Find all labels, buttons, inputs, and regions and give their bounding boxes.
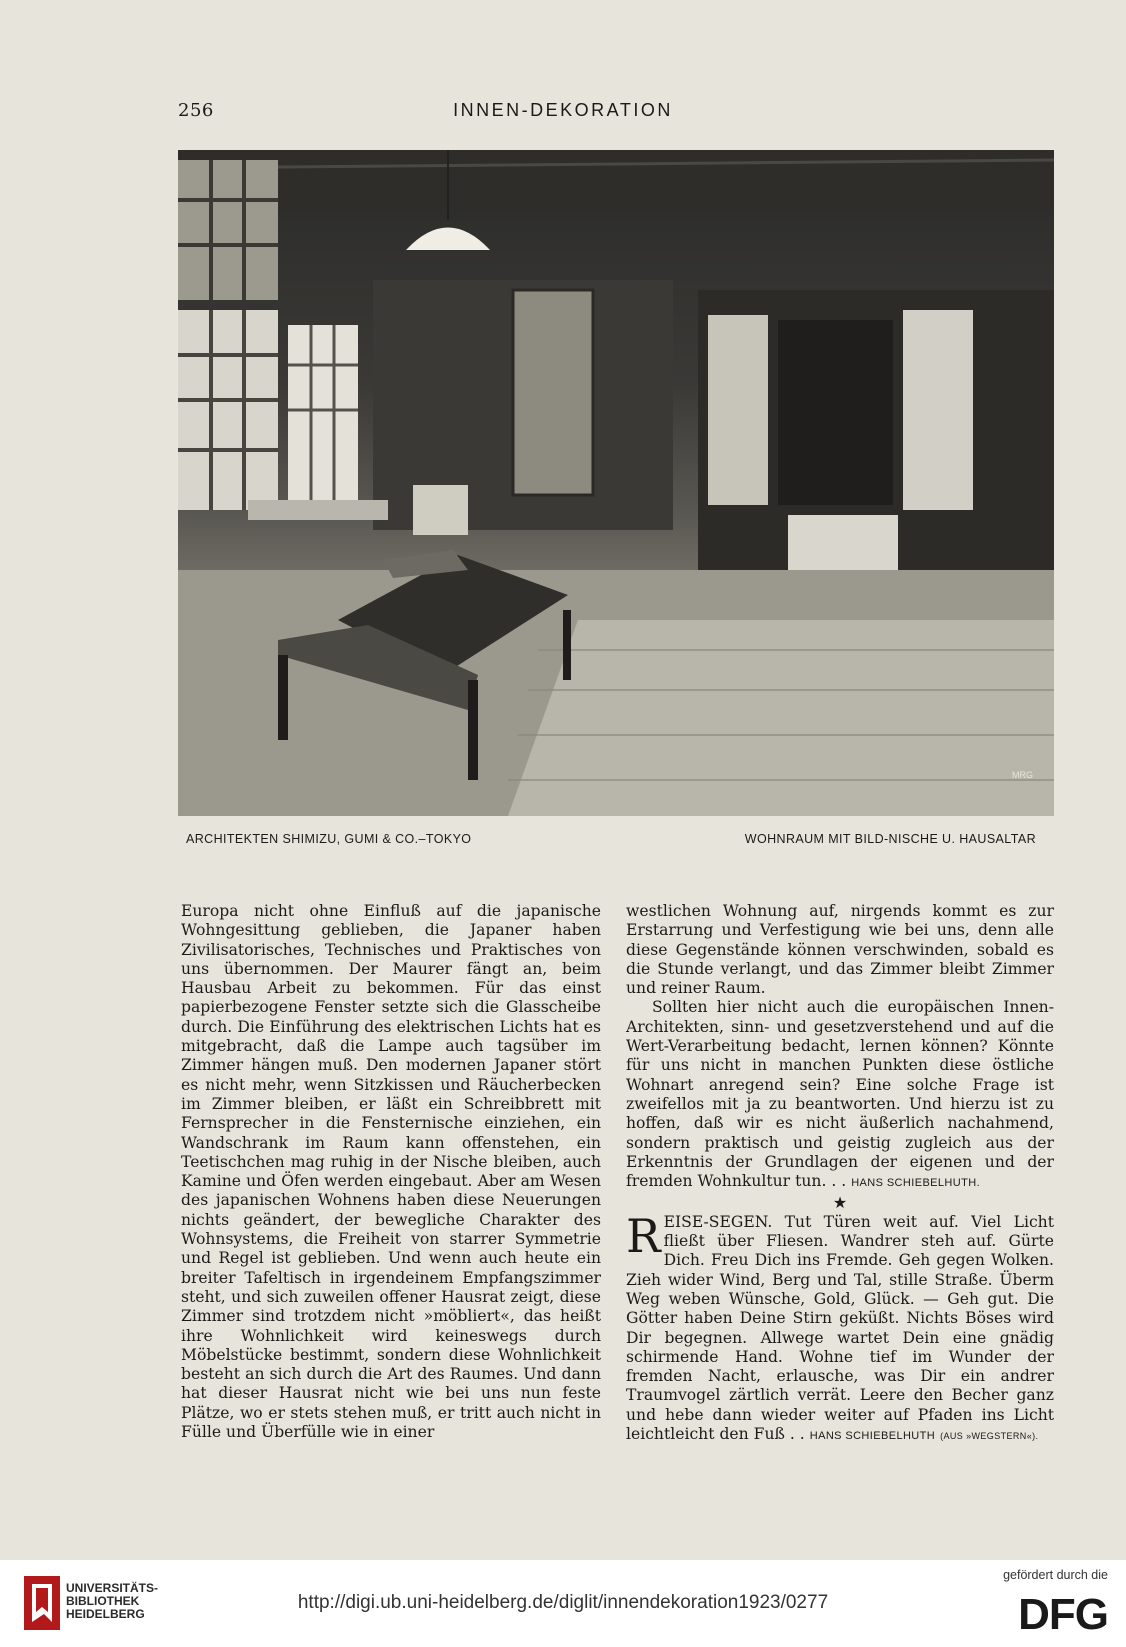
poem-source: (AUS »WEGSTERN«). (940, 1431, 1039, 1442)
interior-photograph (178, 150, 1054, 816)
source-url-link[interactable]: http://digi.ub.uni-heidelberg.de/diglit/innendekoration1923/0277 (297, 1592, 829, 1613)
poem-text: EISE-SEGEN. Tut Türen weit auf. Viel Licht fließt über Fliesen. Wandrer steh auf. Gürte Dich. Freu Dich ins Fremde. Geh gegen Wolken. Zieh wider Wind, Berg und Tal, stille Straße. Überm Weg weben Wünsche, Gold, Glück. — Geh gut. Die Götter haben Deine Stirn geküßt. Nichts Böses wird Dir begegnen. Allwege wartet Dein eine gnädig schirmende Hand. Wohne tief im Wunder der fremden Nacht, erlausche, was Dir ein andrer Traumvogel zärtlich verrät. Leere den Becher ganz und hebe dann wieder weiter auf Pfaden ins Licht leichtleicht den Fuß . . (626, 1212, 1054, 1444)
poem-dropcap: R (626, 1208, 661, 1263)
poem (626, 1208, 1054, 1447)
running-head (0, 100, 1126, 122)
library-name-line: HEIDELBERG (66, 1607, 145, 1621)
page-number: 256 (178, 100, 214, 121)
left-column (181, 902, 601, 1442)
running-title: INNEN-DEKORATION (453, 100, 673, 120)
library-name-line: UNIVERSITÄTS- (66, 1581, 159, 1595)
photo-monogram: MRG (1012, 770, 1033, 780)
sponsor-note: gefördert durch die (1003, 1568, 1108, 1582)
right-column-para2 (626, 998, 1054, 1193)
poem-author: HANS SCHIEBELHUTH (809, 1430, 936, 1443)
right-column (626, 902, 1054, 1446)
para2-author: HANS SCHIEBELHUTH. (851, 1177, 981, 1190)
right-column-para1: westlichen Wohnung auf, nirgends kommt es zur Erstarrung und Verfestigung wie bei uns, denn alle diese Gegenstände können verschwinden, sobald es die Stunde verlangt, und das Zimmer bleibt Zimmer und reiner Raum. (626, 902, 1054, 998)
left-column-text: Europa nicht ohne Einfluß auf die japanische Wohngesittung geblieben, die Japaner haben Zivilisatorisches, Technisches und Praktisches von uns übernommen. Der Maurer fängt an, beim Hausbau Arbeit zu bekommen. Für das einst papierbezogene Fenster setzte sich die Glasscheibe durch. Die Einführung des elektrischen Lichts hat es mitgebracht, daß die Lampe auch tagsüber im Zimmer hängen muß. Den modernen Japaner stört es nicht mehr, wenn Sitzkissen und Räucherbecken im Zimmer bleiben, er läßt ein Schreibbrett mit Fernsprecher in die Fensternische einziehen, ein Wandschrank im Raum kann offenstehen, ein Teetischchen mag ruhig in der Nische bleiben, auch Kamine und Öfen werden eingebaut. Aber am Wesen des japanischen Wohnens haben diese Neuerungen nichts geändert, der bewegliche Charakter des Wohnsystems, die Freiheit von starrer Symmetrie und Regel ist geblieben. Und wenn auch heute ein breiter Tafeltisch in irgendeinem Empfangszimmer steht, und sich zuweilen offener Hausrat zeigt, diese Zimmer sind trotzdem nicht »möbliert«, das heißt ihre Wohnlichkeit wird keineswegs durch Möbelstücke bestimmt, sondern diese Wohnlichkeit besteht an sich durch die Art des Raumes. Und dann hat dieser Hausrat nicht wie bei uns nun feste Plätze, wo er stets stehen muß, er tritt auch nicht in Fülle und Überfülle wie in einer (181, 902, 601, 1442)
library-name-line: BIBLIOTHEK (66, 1594, 140, 1608)
caption-architects: ARCHITEKTEN SHIMIZU, GUMI & CO.–TOKYO (186, 832, 472, 846)
section-star: ★ (832, 1193, 848, 1213)
caption-room: WOHNRAUM MIT BILD-NISCHE U. HAUSALTAR (744, 832, 1036, 846)
dfg-logo: DFG (1018, 1590, 1108, 1639)
digitization-footer (0, 1560, 1126, 1647)
para2-text: Sollten hier nicht auch die europäischen Innen-Architekten, sinn- und gesetzverstehend und auf die Wert-Verarbeitung bedacht, lernen können? Könnte für uns nicht in manchen Punkten diese östliche Wohnart anregend sein? Eine solche Frage ist zweifellos mit ja zu beantworten. Und hierzu ist zu hoffen, daß wir es nicht äußerlich nachahmend, sondern praktisch und geistig zugleich aus der Erkenntnis der Grundlagen der eigenen und der fremden Wohnkultur tun. . . (626, 998, 1054, 1191)
room-illustration (178, 150, 1054, 816)
